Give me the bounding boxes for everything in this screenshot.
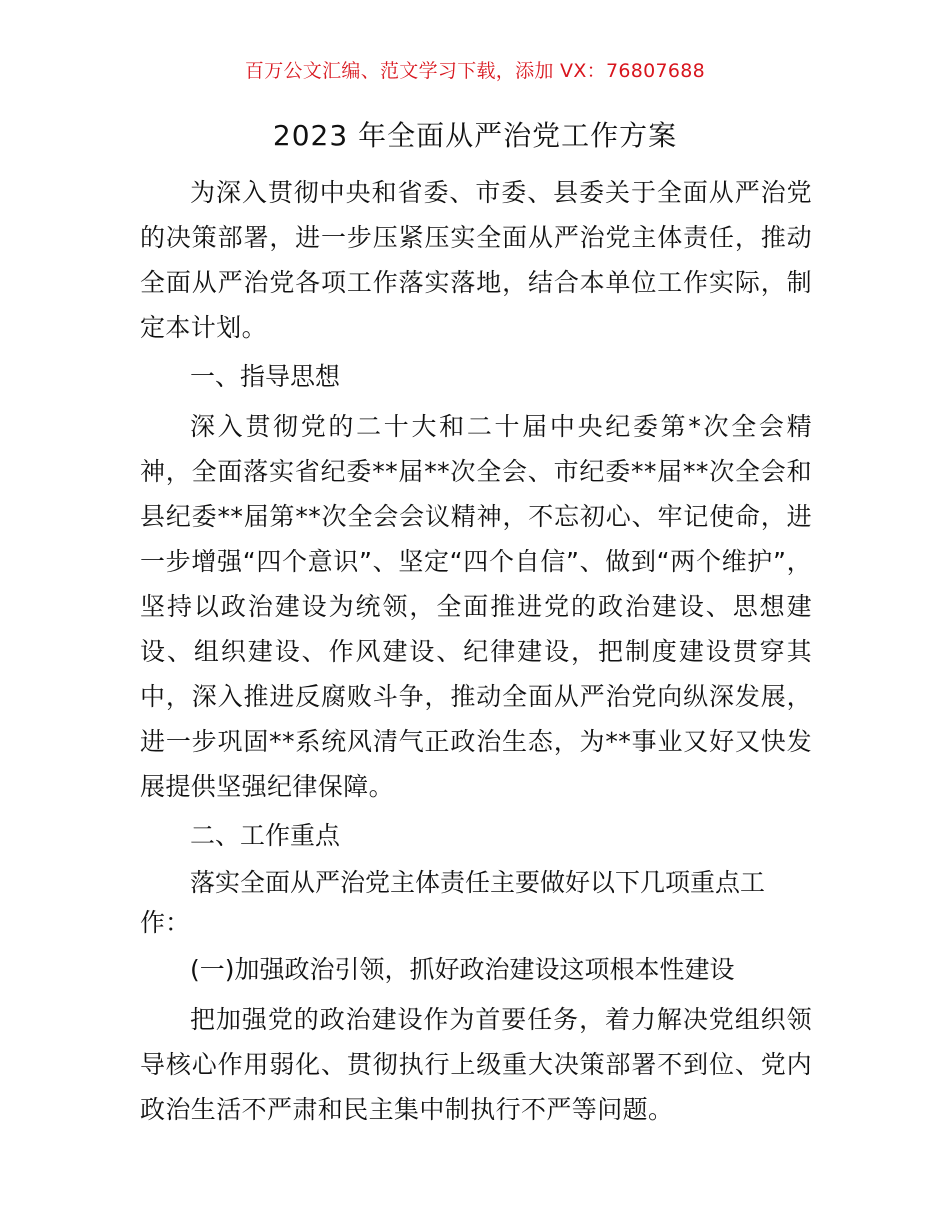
work-focus-intro: 落实全面从严治党主体责任主要做好以下几项重点工作： xyxy=(140,868,766,937)
document-title: 2023 年全面从严治党工作方案 xyxy=(272,119,678,152)
section-heading-guiding-thought: 一、指导思想 xyxy=(190,362,341,391)
document-body xyxy=(140,170,812,1132)
subsection-heading-political-guidance: (一)加强政治引领，抓好政治建设这项根本性建设 xyxy=(190,955,735,984)
political-guidance-paragraph: 把加强党的政治建设作为首要任务，着力解决党组织领导核心作用弱化、贯彻执行上级重大决策部署不到位、党内政治生活不严肃和民主集中制执行不严等问题。 xyxy=(140,1005,812,1124)
intro-paragraph: 为深入贯彻中央和省委、市委、县委关于全面从严治党的决策部署，进一步压紧压实全面从严治党主体责任，推动全面从严治党各项工作落实落地，结合本单位工作实际，制定本计划。 xyxy=(140,178,812,342)
section-heading-work-focus: 二、工作重点 xyxy=(190,821,341,850)
watermark-banner: 百万公文汇编、范文学习下载，添加 VX：76807688 xyxy=(244,60,706,82)
guiding-thought-paragraph: 深入贯彻党的二十大和二十届中央纪委第*次全会精神，全面落实省纪委**届**次全会、市纪委**届**次全会和县纪委**届第**次全会会议精神，不忘初心、牢记使命，进一步增强“四个意识”、坚定“四个自信”、做到“两个维护”，坚持以政治建设为统领，全面推进党的政治建设、思想建设、组织建设、作风建设、纪律建设，把制度建设贯穿其中，深入推进反腐败斗争，推动全面从严治党向纵深发展，进一步巩固**系统风清气正政治生态，为**事业又好又快发展提供坚强纪律保障。 xyxy=(140,412,812,801)
